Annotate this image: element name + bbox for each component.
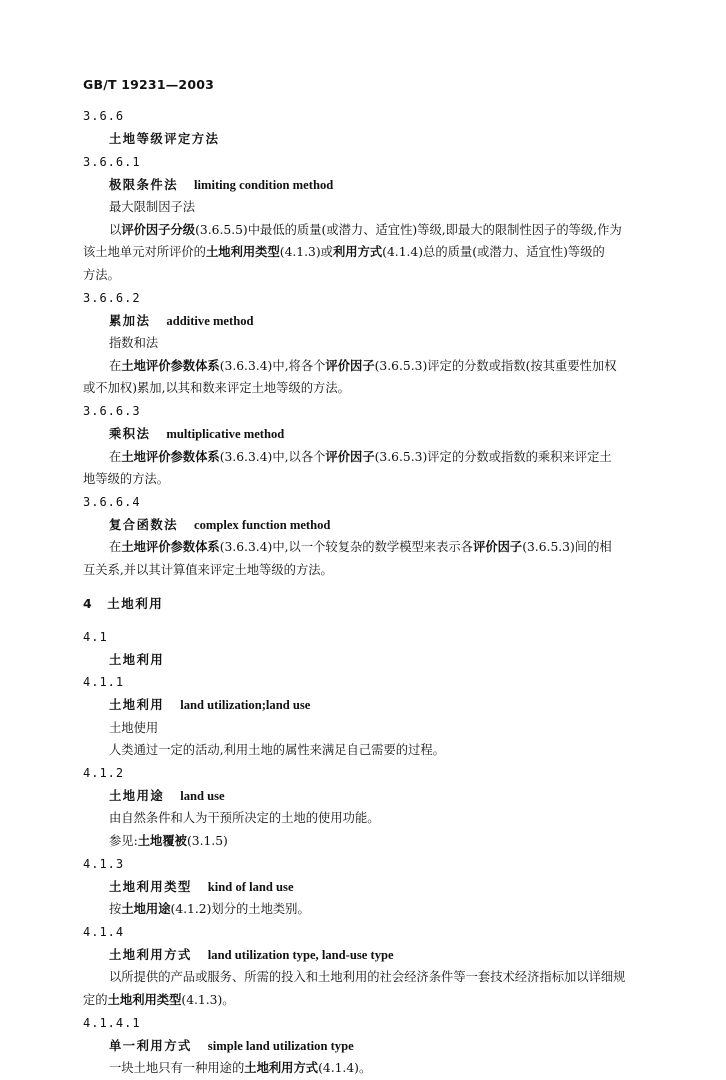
term-heading — [83, 423, 643, 446]
term-definition — [83, 446, 643, 469]
term-en: kind of land use — [207, 879, 294, 894]
text-span: 在 — [109, 540, 122, 555]
term-cn: 复合函数法 — [109, 517, 178, 532]
clause-number: 3.6.6.2 — [83, 290, 141, 305]
term-reference: 评价因子分级 — [121, 222, 196, 237]
text-span: 一块土地只有一种用途的 — [109, 1061, 245, 1076]
term-cn: 极限条件法 — [109, 177, 178, 192]
term-en: land utilization type, land-use type — [207, 947, 394, 962]
term-definition: 由自然条件和人为干预所决定的土地的使用功能。 — [109, 811, 380, 826]
text-span: (3.6.5.3)间的相 — [522, 540, 612, 555]
text-span: (3.6.3.4)中,以一个较复杂的数学模型来表示各 — [219, 540, 473, 555]
text-span: (4.1.2)划分的土地类别。 — [170, 902, 310, 917]
term-heading — [83, 876, 643, 899]
term-definition: 以所提供的产品或服务、所需的投入和土地利用的社会经济条件等一套技术经济指标加以详细规 — [109, 970, 626, 985]
term-synonym: 指数和法 — [109, 336, 159, 351]
text-span: (3.1.5) — [186, 834, 228, 849]
term-cn: 土地利用 — [109, 652, 165, 667]
clause-title — [83, 649, 643, 672]
clause-number: 4.1.2 — [83, 765, 125, 780]
clause-number: 4.1.4 — [83, 924, 125, 939]
text-span: (4.1.3)或 — [279, 245, 333, 260]
text-span: (4.1.3)。 — [181, 993, 235, 1008]
term-reference: 土地评价参数体系 — [121, 540, 220, 555]
clause-number: 4.1 — [83, 629, 108, 644]
term-definition: 互关系,并以其计算值来评定土地等级的方法。 — [83, 562, 333, 577]
text-span: 定的 — [83, 993, 108, 1008]
term-cn: 土地等级评定方法 — [109, 132, 220, 146]
clause-number: 3.6.6 — [83, 109, 125, 123]
text-span: 土地利用 — [107, 595, 164, 611]
term-heading — [83, 785, 643, 808]
term-definition: 地等级的方法。 — [83, 472, 170, 487]
see-also — [83, 830, 643, 853]
text-span: (3.6.5.5)中最低的质量(或潜力、适宜性)等级,即最大的限制性因子的等级,作为 — [195, 222, 622, 237]
document-body — [83, 105, 643, 1080]
term-cn: 土地利用类型 — [109, 879, 192, 894]
term-definition — [83, 989, 643, 1012]
text-span: 该土地单元对所评价的 — [83, 245, 206, 260]
clause-title — [83, 128, 643, 151]
term-reference: 土地评价参数体系 — [121, 449, 220, 464]
term-definition: 人类通过一定的活动,利用土地的属性来满足自己需要的过程。 — [109, 743, 445, 758]
term-definition — [83, 241, 643, 264]
text-span: 在 — [109, 358, 122, 373]
term-definition — [83, 536, 643, 559]
term-reference: 评价因子 — [325, 358, 375, 373]
term-definition: 方法。 — [83, 267, 120, 282]
text-span: 在 — [109, 449, 122, 464]
term-heading — [83, 174, 643, 197]
term-en: complex function method — [194, 517, 331, 532]
term-cn: 累加法 — [109, 313, 151, 328]
clause-number: 4.1.3 — [83, 856, 125, 871]
term-heading — [83, 1035, 643, 1058]
text-span: (3.6.3.4)中,将各个 — [219, 358, 326, 373]
text-span: 参见: — [109, 834, 138, 849]
term-reference: 利用方式 — [332, 245, 383, 260]
text-span: 按 — [109, 902, 122, 917]
term-reference: 土地评价参数体系 — [121, 358, 220, 373]
term-reference: 土地用途 — [121, 902, 171, 917]
clause-number: 4.1.4.1 — [83, 1015, 141, 1030]
text-span: (4.1.4)。 — [318, 1061, 372, 1076]
term-en: additive method — [166, 313, 254, 328]
term-synonym: 土地使用 — [109, 720, 159, 735]
clause-number: 3.6.6.1 — [83, 154, 141, 169]
term-en: multiplicative method — [166, 426, 285, 441]
standard-number: GB/T 19231—2003 — [83, 77, 215, 92]
text-span: (3.6.3.4)中,以各个 — [219, 449, 326, 464]
term-cn: 单一利用方式 — [109, 1038, 192, 1053]
text-span: (3.6.5.3)评定的分数或指数的乘积来评定土 — [374, 449, 612, 464]
term-cn: 土地用途 — [109, 788, 165, 803]
term-reference: 土地利用类型 — [205, 245, 280, 260]
term-heading — [83, 694, 643, 717]
term-synonym: 最大限制因子法 — [109, 200, 196, 215]
text-span: 以 — [109, 222, 122, 237]
term-cn: 土地利用 — [109, 698, 165, 713]
term-en: land use — [180, 788, 225, 803]
term-en: simple land utilization type — [207, 1038, 354, 1053]
term-definition — [83, 355, 643, 378]
term-heading — [83, 514, 643, 537]
term-definition — [83, 219, 643, 242]
term-reference: 土地利用类型 — [107, 993, 182, 1008]
term-heading — [83, 310, 643, 333]
term-cn: 乘积法 — [109, 426, 151, 441]
term-reference: 评价因子 — [325, 449, 375, 464]
chapter-heading — [83, 592, 643, 616]
clause-number: 3.6.6.4 — [83, 494, 141, 509]
text-span: 4 — [83, 595, 94, 611]
term-definition — [83, 898, 643, 921]
text-span: (3.6.5.3)评定的分数或指数(按其重要性加权 — [374, 358, 617, 373]
term-cn: 土地利用方式 — [109, 947, 192, 962]
text-span: (4.1.4)总的质量(或潜力、适宜性)等级的 — [382, 245, 605, 260]
term-en: land utilization;land use — [180, 698, 311, 713]
term-reference: 评价因子 — [472, 540, 523, 555]
term-reference: 土地利用方式 — [244, 1061, 319, 1076]
term-en: limiting condition method — [194, 177, 334, 192]
term-reference: 土地覆被 — [137, 834, 187, 849]
term-heading — [83, 944, 643, 967]
clause-number: 3.6.6.3 — [83, 403, 141, 418]
term-definition — [83, 1057, 643, 1080]
clause-number: 4.1.1 — [83, 675, 125, 690]
term-definition: 或不加权)累加,以其和数来评定土地等级的方法。 — [83, 381, 350, 396]
